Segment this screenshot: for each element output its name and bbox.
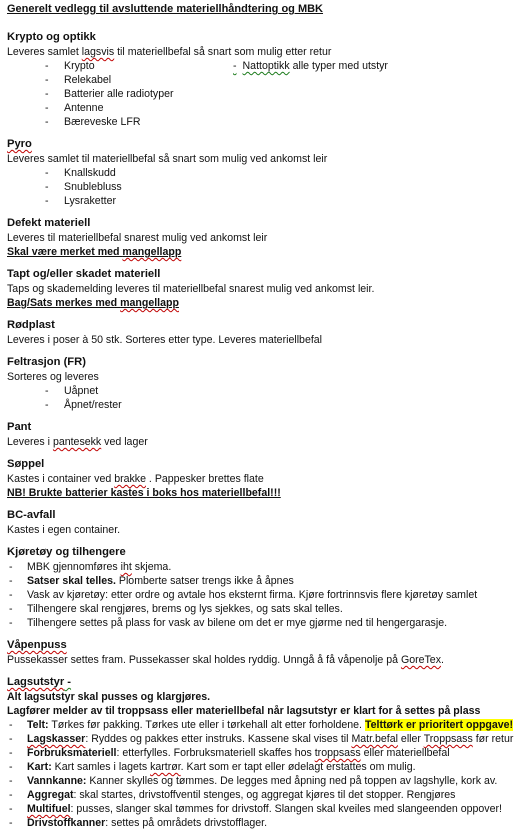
krypto-side-item: - Nattoptikk alle typer med utstyr [233, 60, 388, 72]
grammar-word: Nattoptikk [242, 60, 290, 72]
section-text: Kastes i container ved brakke . Pappesker brettes flate [7, 473, 264, 485]
section-pyro [7, 137, 522, 208]
spellcheck-word: lagsvis [81, 46, 115, 58]
section-pant [7, 420, 522, 449]
section-rodplast [7, 318, 522, 347]
list-item: - Vannkanne: Kanner skylles og tømmes. De legges med åpning ned på toppen av lagshylle, kork av. [7, 774, 522, 788]
section-note: Skal være merket med mangellapp [7, 246, 182, 258]
list-item: - Vask av kjøretøy: etter ordre og avtale hos eksternt firma. Kjøre fortrinnsvis flere kjøretøy samlet [7, 588, 522, 602]
section-note: NB! Brukte batterier kastes i boks hos materiellbefal!!! [7, 487, 281, 499]
section-bcavfall [7, 508, 522, 537]
section-heading: Søppel [7, 458, 45, 470]
feltrasjon-list [7, 384, 522, 412]
list-item: - Åpnet/rester [45, 398, 522, 412]
section-krypto [7, 30, 522, 129]
highlight-text: Telttørk er prioritert oppgave! [364, 719, 514, 731]
list-item: - Drivstoffkanner: settes på områdets drivstofflager. [7, 816, 522, 830]
lagsutstyr-list [7, 718, 522, 830]
krypto-lists [7, 59, 522, 129]
list-item: - MBK gjennomføres iht skjema. [7, 560, 522, 574]
section-heading: Lagsutstyr - [7, 676, 72, 688]
section-text: Taps og skademelding leveres til materiellbefal snarest mulig ved ankomst leir. [7, 283, 375, 295]
list-item: - Krypto [45, 59, 233, 73]
section-heading: Pant [7, 421, 32, 433]
list-item: - Antenne [45, 101, 233, 115]
list-item: - Relekabel [45, 73, 233, 87]
section-text: Leveres til materiellbefal snarest mulig ved ankomst leir [7, 232, 268, 244]
list-item: - Forbruksmateriell: etterfylles. Forbruksmateriell skaffes hos troppsass eller materiellbefal [7, 746, 522, 760]
list-item: - Kart: Kart samles i lagets kartrør. Kart som er tapt eller ødelagt erstattes om mulig. [7, 760, 522, 774]
list-item: - Aggregat: skal startes, drivstoffventil stenges, og aggregat kjøres til det stopper. Rengjøres [7, 788, 522, 802]
section-lagsutstyr [7, 675, 522, 830]
section-text: Sorteres og leveres [7, 371, 99, 383]
list-item: - Uåpnet [45, 384, 522, 398]
list-item: - Tilhengere skal rengjøres, brems og lys sjekkes, og sats skal telles. [7, 602, 522, 616]
list-item: - Bæreveske LFR [45, 115, 233, 129]
section-text: Pussekasser settes fram. Pussekasser skal holdes ryddig. Unngå å få våpenolje på GoreTex. [7, 654, 444, 666]
section-heading: Pyro [7, 138, 32, 150]
list-item: - Knallskudd [45, 166, 522, 180]
section-heading: Våpenpuss [7, 639, 67, 651]
section-text: Leveres i poser à 50 stk. Sorteres etter type. Leveres materiellbefal [7, 334, 323, 346]
section-heading: Kjøretøy og tilhengere [7, 546, 126, 558]
section-subheading: Lagfører melder av til troppsass eller materiellbefal når lagsutstyr er klart for å settes på plass [7, 705, 481, 717]
list-item: - Multifuel: pusses, slanger skal tømmes for drivstoff. Slangen skal kveiles med slangeenden oppover! [7, 802, 522, 816]
list-item: - Satser skal telles. Plomberte satser trengs ikke å åpnes [7, 574, 522, 588]
section-text: Kastes i egen container. [7, 524, 121, 536]
krypto-list [7, 59, 233, 129]
section-heading: Krypto og optikk [7, 31, 96, 43]
section-note: Bag/Sats merkes med mangellapp [7, 297, 179, 309]
list-item: - Batterier alle radiotyper [45, 87, 233, 101]
section-heading: BC-avfall [7, 509, 56, 521]
section-heading: Rødplast [7, 319, 55, 331]
section-subheading: Alt lagsutstyr skal pusses og klargjøres. [7, 691, 211, 703]
section-heading: Tapt og/eller skadet materiell [7, 268, 161, 280]
section-vapenpuss [7, 638, 522, 667]
document-title: Generelt vedlegg til avsluttende materiellhåndtering og MBK [7, 3, 324, 15]
section-text: Leveres i pantesekk ved lager [7, 436, 148, 448]
list-item: - Lagskasser: Ryddes og pakkes etter instruks. Kassene skal vises til Matr.befal eller Troppsass før retur [7, 732, 522, 746]
section-text: Leveres samlet til materiellbefal så snart som mulig ved ankomst leir [7, 153, 328, 165]
section-kjoretoy [7, 545, 522, 630]
section-text: Leveres samlet lagsvis til materiellbefal så snart som mulig etter retur [7, 46, 332, 58]
section-defekt [7, 216, 522, 259]
list-item: - Snublebluss [45, 180, 522, 194]
section-soppel [7, 457, 522, 500]
list-item: - Tilhengere settes på plass for vask av bilene om det er mye gjørme ned til hengergarasje. [7, 616, 522, 630]
section-heading: Feltrasjon (FR) [7, 356, 86, 368]
list-item: - Telt: Tørkes før pakking. Tørkes ute eller i tørkehall alt etter forholdene. Telttørk er prioritert oppgave! [7, 718, 522, 732]
list-item: - Lysraketter [45, 194, 522, 208]
section-heading: Defekt materiell [7, 217, 91, 229]
section-feltrasjon [7, 355, 522, 412]
section-tapt [7, 267, 522, 310]
kjoretoy-list [7, 560, 522, 630]
pyro-list [7, 166, 522, 208]
